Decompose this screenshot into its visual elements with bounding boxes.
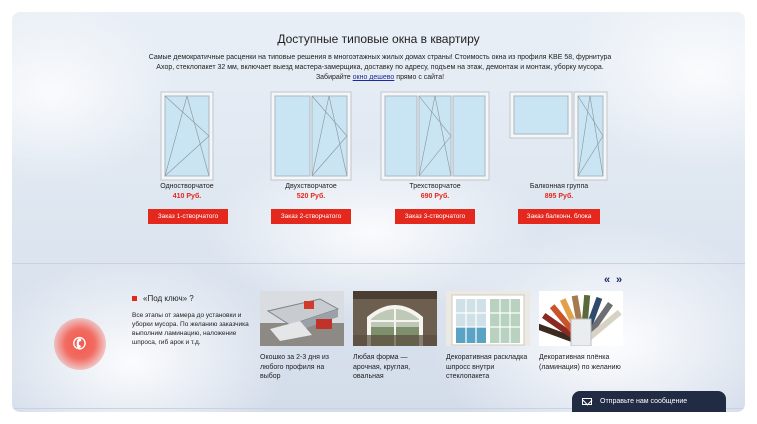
- window-name-2: Двухстворчатое: [285, 183, 337, 190]
- envelope-icon: [582, 398, 592, 405]
- profile-photo: [260, 291, 344, 346]
- chat-widget-button[interactable]: [572, 391, 726, 412]
- feature-card-2[interactable]: [353, 291, 437, 382]
- window-price-2: 520 Руб.: [296, 193, 326, 200]
- window-image-double: [270, 91, 352, 181]
- window-image-balcony: [509, 91, 609, 181]
- carousel-next-button[interactable]: »: [616, 274, 623, 286]
- turnkey-title: [132, 294, 194, 303]
- feature-card-4[interactable]: [539, 291, 623, 372]
- phone-icon: ✆: [70, 334, 90, 355]
- desc-prefix: Забирайте: [315, 74, 353, 81]
- window-name-4: Балконная группа: [529, 183, 589, 190]
- window-image-single: [160, 91, 214, 181]
- order-button-4[interactable]: Заказ балконн. блока: [518, 209, 600, 224]
- feature-card-3[interactable]: [446, 291, 530, 382]
- arched-window-photo: [353, 291, 437, 346]
- muntin-window-photo: [446, 291, 530, 346]
- window-image-triple: [380, 91, 490, 181]
- window-price-1: 410 Руб.: [172, 193, 202, 200]
- turnkey-text: Все этапы от замера до установки и уборки мусора. По желанию заказчика выполним ламинацию, наложение шпроса, гиб арок и т.д.: [132, 312, 249, 346]
- order-button-1[interactable]: Заказ 1-створчатого: [148, 209, 228, 224]
- turnkey-title-text: «Под ключ» ?: [143, 294, 194, 303]
- page: [12, 12, 745, 412]
- window-name-1: Одностворчатое: [160, 183, 214, 190]
- desc-line-3: [130, 73, 630, 83]
- chat-label: Отправьте нам сообщение: [600, 398, 688, 405]
- feature-caption-1: Окошко за 2-3 дня из любого профиля на выбор: [260, 354, 329, 380]
- desc-suffix: прямо с сайта!: [394, 74, 445, 81]
- section-divider: [12, 263, 745, 264]
- order-button-2[interactable]: Заказ 2-створчатого: [271, 209, 351, 224]
- window-price-3: 690 Руб.: [420, 193, 450, 200]
- feature-caption-3: Декоративная раскладка шпросс внутри стеклопакета: [446, 354, 528, 380]
- window-name-3: Трехстворчатое: [409, 183, 461, 190]
- feature-caption-4: Декоративная плёнка (ламинация) по желанию: [539, 354, 621, 371]
- desc-line-2: Axор, стеклопакет 32 мм, включает выезд мастера-замерщика, доставку по адресу, подъем на этаж, демонтаж и монтаж, уборку мусора.: [156, 64, 604, 71]
- callback-button[interactable]: [54, 318, 106, 370]
- section-description: [130, 53, 630, 83]
- carousel-prev-button[interactable]: «: [604, 274, 611, 286]
- feature-caption-2: Любая форма — арочная, круглая, овальная: [353, 354, 411, 380]
- cheap-window-link[interactable]: окно дешево: [352, 74, 395, 81]
- red-square-icon: [132, 296, 137, 301]
- lamination-swatch-photo: [539, 291, 623, 346]
- window-price-4: 895 Руб.: [544, 193, 574, 200]
- section-title: Доступные типовые окна в квартиру: [277, 32, 480, 46]
- desc-line-1: Самые демократичные расценки на типовые решения в многоэтажных жилых домах страны! Стоимость окна из профиля KBE 58, фурнитура: [148, 54, 612, 61]
- feature-card-1[interactable]: [260, 291, 344, 382]
- order-button-3[interactable]: Заказ 3-створчатого: [395, 209, 475, 224]
